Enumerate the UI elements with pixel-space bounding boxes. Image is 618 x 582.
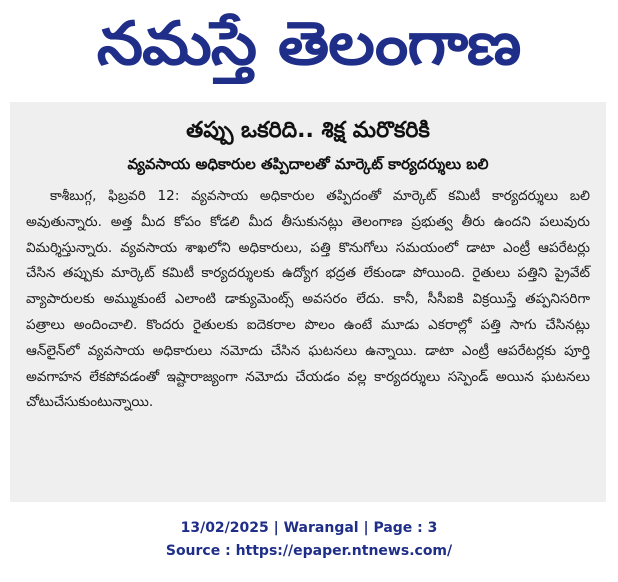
- masthead-logo: నమస్తే తెలంగాణ: [97, 9, 521, 79]
- article-subheadline: వ్యవసాయ అధికారుల తప్పిదాలతో మార్కెట్ కార్యదర్శులు బలి: [127, 155, 489, 173]
- article-clipping: [10, 102, 606, 502]
- article-body: కాశీబుగ్గ, ఫిబ్రవరి 12: వ్యవసాయ అధికారుల తప్పిదంతో మార్కెట్ కమిటీ కార్యదర్శులు బలి అవుతున్నారు. అత్త మీద కోపం కోడలి మీద తీసుకునట్లు తెలంగాణ ప్రభుత్వ తీరు ఉందని పలువురు విమర్శిస్తున్నారు. వ్యవసాయ శాఖలోని అధికారులు, పత్తి కొనుగోలు సమయంలో డాటా ఎంట్రీ ఆపరేటర్లు చేసిన తప్పుకు మార్కెట్ కమిటీ కార్యదర్శులకు ఉద్యోగ భద్రత లేకుండా పోయింది. రైతులు పత్తిని ప్రైవేట్ వ్యాపారులకు అమ్ముకుంటే ఎలాంటి డాక్యుమెంట్స్ అవసరం లేదు. కానీ, సీసీఐకి విక్రయిస్తే తప్పనిసరిగా పత్రాలు అందించాలి. కొందరు రైతులకు ఐదెకరాల పొలం ఉంటే మూడు ఎకరాల్లో పత్తి సాగు చేసినట్లు ఆన్‌లైన్‌లో వ్యవసాయ అధికారులు నమోదు చేసిన ఘటనలు ఉన్నాయి. డాటా ఎంట్రీ ఆపరేటర్లకు పూర్తి అవగాహన లేకపోవడంతో ఇష్టారాజ్యంగా నమోదు చేయడం వల్ల కార్యదర్శులు సస్పెండ్ అయిన ఘటనలు చోటుచేసుకుంటున్నాయి.: [26, 188, 590, 411]
- edition-info: 13/02/2025 | Warangal | Page : 3: [180, 520, 438, 536]
- article-headline: తప్పు ఒకరిది.. శిక్ష మరొకరికి: [186, 118, 430, 143]
- source-link[interactable]: Source : https://epaper.ntnews.com/: [165, 543, 453, 559]
- newspaper-masthead: [0, 4, 618, 84]
